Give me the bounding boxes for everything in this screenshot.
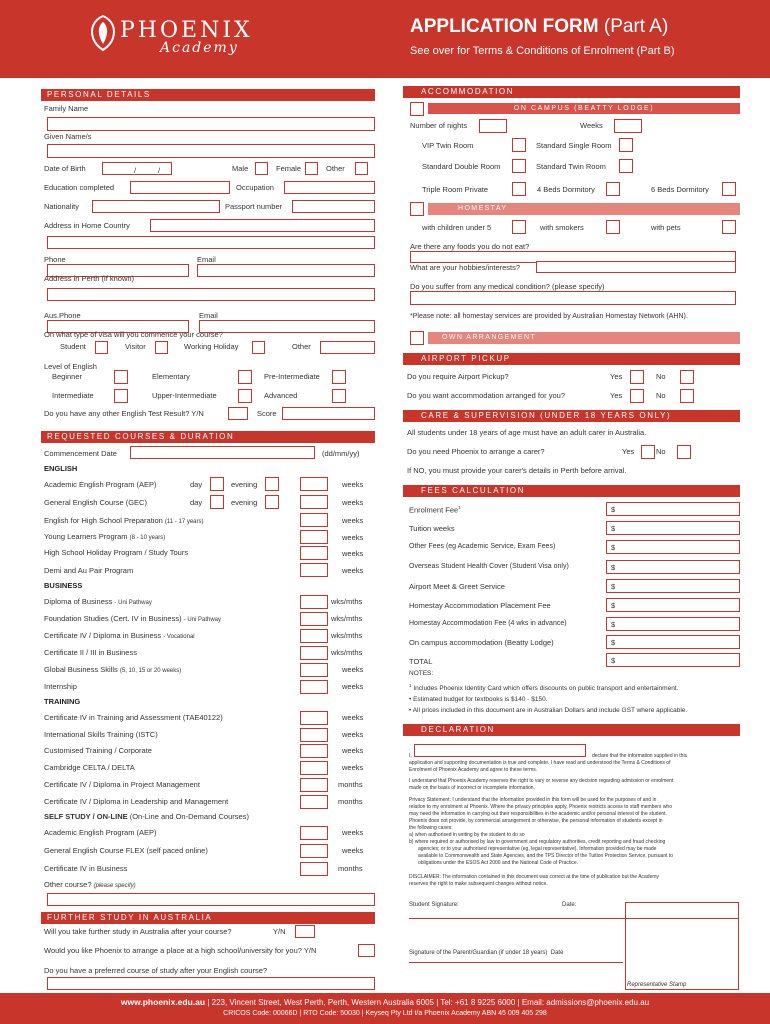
address-home-input[interactable] [150, 219, 375, 232]
further-q1-input[interactable] [295, 925, 315, 938]
airport-q1-yes-checkbox[interactable] [630, 370, 644, 384]
fees-footnote-mark: 1 [458, 505, 461, 510]
weeks-label: weeks [342, 533, 364, 542]
declaration-p3b: relation to my enrolment at Phoenix. Where the privacy principles apply, Phoenix restricts access to staff members who [409, 804, 672, 810]
further-q1: Will you take further study in Australia after your course? [44, 927, 232, 936]
other-course-label: Other course? (please specify) [44, 880, 136, 889]
dob-label: Date of Birth [44, 164, 86, 173]
header-banner [0, 0, 770, 78]
further-study-heading: FURTHER STUDY IN AUSTRALIA [41, 912, 375, 924]
aep-evening-checkbox[interactable] [265, 477, 279, 491]
weeks-label: weeks [342, 713, 364, 722]
student-date-label: Date: [562, 902, 577, 908]
lm-input[interactable] [300, 795, 328, 809]
personal-details-heading: PERSONAL DETAILS [41, 89, 375, 101]
footer-line1: www.phoenix.edu.au | 223, Vincent Street, West Perth, Perth, Western Australia 6005 | Tel: +61 8 9225 6000 | Email: admissions@phoenix.edu.au [120, 997, 650, 1007]
fees-row-input[interactable] [606, 540, 740, 554]
std-single-checkbox[interactable] [619, 138, 633, 152]
cert23-input[interactable] [300, 646, 328, 660]
fees-row-dollar: $ [611, 505, 616, 514]
gec-flex-label: General English Course FLEX (self paced online) [44, 846, 208, 855]
airport-q1-yes: Yes [610, 372, 623, 381]
male-label: Male [232, 164, 249, 173]
wks-mths-label: wks/mths [331, 631, 363, 640]
weeks-label: weeks [342, 498, 364, 507]
fees-row-dollar: $ [611, 638, 616, 647]
care-line2: If NO, you must provide your carer's details in Perth before arrival. [407, 466, 627, 475]
hobbies-label: What are your hobbies/interests? [410, 263, 521, 272]
triple-label: Triple Room Private [422, 185, 488, 194]
homestay-checkbox[interactable] [410, 202, 424, 216]
tae-label: Certificate IV in Training and Assessment (TAE40122) [44, 713, 223, 722]
fees-row-dollar: $ [611, 620, 616, 629]
std-double-label: Standard Double Room [422, 162, 501, 171]
smokers-label: with smokers [540, 223, 584, 232]
form-subtitle: See over for Terms & Conditions of Enrolment (Part B) [410, 45, 675, 57]
declaration-p1b: application and supporting documentation is true and complete. I have read and understood the Terms & Conditions of [409, 760, 671, 766]
airport-q2-yes: Yes [610, 391, 623, 400]
weeks-label: weeks [342, 730, 364, 739]
declaration-p3e: the following cases: [409, 825, 453, 831]
passport-input[interactable] [292, 200, 375, 213]
gbs-label: Global Business Skills (5, 10, 15 or 20 weeks) [44, 665, 182, 674]
dip-bus-label: Diploma of Business - Uni Pathway [44, 597, 152, 606]
nights-input[interactable] [479, 119, 507, 133]
gec-weeks-input[interactable] [300, 495, 328, 509]
aep-day-checkbox[interactable] [210, 477, 224, 491]
phoenix-logo-icon [86, 14, 120, 52]
fees-note3: • All prices included in this document are in Australian Dollars and include GST where applicable. [409, 707, 688, 714]
hshp-weeks-input[interactable] [300, 546, 328, 560]
male-checkbox[interactable] [255, 162, 268, 175]
four-dorm-checkbox[interactable] [606, 182, 620, 196]
brand-sub: Academy [160, 40, 239, 56]
email-input[interactable] [197, 264, 375, 277]
advanced-checkbox[interactable] [332, 389, 346, 403]
accommodation-heading: ACCOMMODATION [403, 86, 740, 98]
gec-flex-input[interactable] [300, 844, 328, 858]
guardian-signature-line[interactable] [409, 962, 623, 963]
celta-label: Cambridge CELTA / DELTA [44, 763, 135, 772]
day-label: day [190, 480, 203, 489]
declaration-p3j: obligations under the ESOS Act 2000 and the National Code of Practice. [418, 860, 579, 866]
fees-note1: $^1$ Includes Phoenix Identity Card which offers discounts on public transport and entertainment. [409, 683, 679, 693]
education-label: Education completed [44, 183, 115, 192]
weeks-label: weeks [342, 682, 364, 691]
guardian-signature-label: Signature of the Parent/Guardian (if under 18 years) Date [409, 950, 564, 956]
fees-row-input[interactable] [606, 521, 740, 535]
vip-twin-label: VIP Twin Room [422, 141, 474, 150]
declaration-p2a: I understand that Phoenix Academy reserves the right to vary or reverse any decision regarding admission or enrolment [409, 778, 674, 784]
lm-label: Certificate IV / Diploma in Leadership and Management [44, 797, 229, 806]
cert23-label: Certificate II / III in Business [44, 648, 137, 657]
business-heading: BUSINESS [44, 581, 83, 590]
children-label: with children under 5 [422, 223, 492, 232]
std-twin-checkbox[interactable] [619, 159, 633, 173]
fees-row-label: Enrolment Fee$^1$ [409, 505, 461, 515]
further-q2-input[interactable] [358, 944, 375, 957]
aep-label: Academic English Program (AEP) [44, 480, 157, 489]
wks-mths-label: wks/mths [331, 648, 363, 657]
occupation-input[interactable] [284, 181, 375, 194]
address-perth-label: Address in Perth (if known) [44, 274, 135, 283]
weeks-label: weeks [342, 566, 364, 575]
commencement-label: Commencement Date [44, 449, 117, 458]
fees-row-input[interactable] [606, 617, 740, 631]
intermediate-label: Intermediate [52, 391, 94, 400]
evening-label: evening [231, 498, 258, 507]
gbs-input[interactable] [300, 663, 328, 677]
declaration-p3a: Privacy Statement: I understand that the information provided in this form will be used for the purposes of and in [409, 797, 657, 803]
fees-heading: FEES CALCULATION [403, 485, 740, 497]
on-campus-heading: ON CAMPUS (BEATTY LODGE) [428, 103, 740, 114]
fees-row-dollar: $ [611, 601, 616, 610]
visa-student-label: Student [60, 342, 86, 351]
weeks-label: weeks [342, 480, 364, 489]
date-format-label: (dd/mm/yy) [322, 449, 360, 458]
nights-label: Number of nights [410, 121, 468, 130]
other-gender-label: Other [326, 164, 345, 173]
other-gender-checkbox[interactable] [355, 162, 368, 175]
form-title: APPLICATION FORM (Part A) [410, 16, 669, 37]
passport-label: Passport number [225, 202, 283, 211]
ylp-label: Young Learners Program (8 - 10 years) [44, 532, 166, 541]
pets-checkbox[interactable] [722, 220, 736, 234]
cert4-dip-input[interactable] [300, 629, 328, 643]
email-label: Email [197, 255, 216, 264]
self-study-heading: SELF STUDY / ON-LINE (On-Line and On-Demand Courses) [44, 812, 249, 821]
student-signature-label: Student Signature: [409, 902, 459, 908]
education-input[interactable] [130, 181, 230, 194]
fees-total-dollar: $ [611, 656, 616, 665]
family-name-label: Family Name [44, 104, 89, 113]
score-input[interactable] [282, 407, 375, 420]
weeks-label: weeks [342, 549, 364, 558]
email2-label: Email [199, 311, 218, 320]
female-label: Female [276, 164, 302, 173]
dob-input[interactable] [102, 162, 172, 175]
own-arrangement-heading: OWN ARRANGEMENT [428, 332, 740, 344]
intermediate-checkbox[interactable] [114, 389, 128, 403]
months-label: months [338, 864, 363, 873]
fees-row-input[interactable] [606, 502, 740, 516]
months-label: months [338, 780, 363, 789]
visa-wh-label: Working Holiday [184, 342, 239, 351]
months-label: months [338, 797, 363, 806]
declaration-p1c: Enrolment of Phoenix Academy and agree to these terms. [409, 767, 538, 773]
weeks-label: weeks [342, 516, 364, 525]
other-test-label: Do you have any other English Test Result? Y/N [44, 409, 204, 418]
upper-intermediate-label: Upper-Intermediate [152, 391, 217, 400]
istc-input[interactable] [300, 728, 328, 742]
own-arrangement-checkbox[interactable] [410, 331, 424, 345]
visa-visitor-label: Visitor [125, 342, 146, 351]
address-perth-input[interactable] [47, 288, 375, 301]
declaration-name-input[interactable] [414, 744, 586, 757]
weeks-label: weeks [342, 846, 364, 855]
pets-label: with pets [651, 223, 681, 232]
internship-input[interactable] [300, 680, 328, 694]
family-name-input[interactable] [47, 117, 375, 131]
airport-q2-no: No [656, 391, 666, 400]
occupation-label: Occupation [236, 183, 274, 192]
care-no: No [656, 447, 666, 456]
fees-total-label: TOTAL [409, 657, 433, 666]
internship-label: Internship [44, 682, 77, 691]
hsp-label: English for High School Preparation (11 - 17 years) [44, 516, 204, 525]
visa-other-label: Other [292, 342, 311, 351]
foundation-label: Foundation Studies (Cert. IV in Business) - Uni Pathway [44, 614, 222, 623]
foundation-input[interactable] [300, 612, 328, 626]
upper-intermediate-checkbox[interactable] [238, 389, 252, 403]
gec-label: General English Course (GEC) [44, 498, 147, 507]
dip-bus-input[interactable] [300, 595, 328, 609]
pm-input[interactable] [300, 778, 328, 792]
declaration-p3i: available to Commonwealth and State Agencies, and the TPS Director of the Tuition Protection Service, pursuant to [418, 853, 674, 859]
declaration-p4b: reserves the right to make subsequent changes without notice. [409, 881, 548, 887]
aep-weeks-input[interactable] [300, 477, 328, 491]
airport-heading: AIRPORT PICKUP [403, 353, 740, 365]
declaration-p3c: may need the information in carrying out their responsibilities in the academic and/or personal interest of the student. [409, 811, 667, 817]
demi-label: Demi and Au Pair Program [44, 566, 134, 575]
fees-row-label: Homestay Accommodation Placement Fee [409, 601, 551, 610]
six-dorm-checkbox[interactable] [722, 182, 736, 196]
email2-input[interactable] [199, 320, 375, 333]
care-yes-checkbox[interactable] [641, 445, 655, 459]
fees-row-label: On campus accommodation (Beatty Lodge) [409, 638, 554, 647]
weeks-label: weeks [342, 665, 364, 674]
cert4-bus-label: Certificate IV in Business [44, 864, 128, 873]
std-single-label: Standard Single Room [536, 141, 612, 150]
commencement-input[interactable] [130, 446, 315, 459]
fees-notes-label: NOTES: [409, 670, 434, 677]
visa-student-checkbox[interactable] [95, 341, 108, 354]
hobbies-input[interactable] [536, 261, 736, 273]
airport-q2: Do you want accommodation arranged for you? [407, 391, 566, 400]
footer [0, 993, 770, 1024]
six-dorm-label: 6 Beds Dormitory [651, 185, 709, 194]
hsp-weeks-input[interactable] [300, 513, 328, 527]
fees-row-label: Other Fees (eg Academic Service, Exam Fees) [409, 543, 556, 550]
fees-row-dollar: $ [611, 524, 616, 533]
tae-input[interactable] [300, 711, 328, 725]
ylp-weeks-input[interactable] [300, 530, 328, 544]
day-label: day [190, 498, 203, 507]
beginner-checkbox[interactable] [114, 370, 128, 384]
footer-line2: CRICOS Code: 00066D | RTO Code: 50030 | Keyseq Pty Ltd t/a Phoenix Academy ABN 45 009 405 298 [223, 1010, 547, 1017]
declaration-heading: DECLARATION [403, 724, 740, 736]
wks-mths-label: wks/mths [331, 597, 363, 606]
pm-label: Certificate IV / Diploma in Project Management [44, 780, 200, 789]
cert4-dip-label: Certificate IV / Diploma in Business - Vocational [44, 631, 195, 640]
ahn-note: *Please note: all homestay services are provided by Australian Homestay Network (AHN). [410, 313, 688, 320]
care-yes: Yes [622, 447, 635, 456]
fees-row-dollar: $ [611, 543, 616, 552]
declaration-p3d: Phoenix does not provide, by commercial arrangement or otherwise, the personal information of students except in [409, 818, 663, 824]
airport-q1: Do you require Airport Pickup? [407, 372, 509, 381]
smokers-checkbox[interactable] [606, 220, 620, 234]
nationality-input[interactable] [92, 200, 220, 213]
advanced-label: Advanced [264, 391, 298, 400]
care-question: Do you need Phoenix to arrange a carer? [407, 447, 545, 456]
weeks-label: weeks [342, 763, 364, 772]
weeks-input[interactable] [614, 119, 642, 133]
declaration-p3g: b) where required or authorised by law to government and regulatory authorities, credit reporting and fraud checking [409, 839, 666, 845]
further-q2: Would you like Phoenix to arrange a place at a high school/university for you? Y/N [44, 946, 317, 955]
airport-q2-no-checkbox[interactable] [680, 389, 694, 403]
aep-online-input[interactable] [300, 826, 328, 840]
wks-mths-label: wks/mths [331, 614, 363, 623]
airport-q1-no: No [656, 372, 666, 381]
fees-row-dollar: $ [611, 563, 616, 572]
declaration-p3f: a) when authorised in writing by the student to do so [409, 832, 525, 838]
fees-row-input[interactable] [606, 560, 740, 574]
std-twin-label: Standard Twin Room [536, 162, 606, 171]
celta-input[interactable] [300, 761, 328, 775]
visa-question: On what type of visa will you commence your course? [44, 330, 223, 339]
customised-label: Customised Training / Corporate [44, 746, 152, 755]
weeks-label: weeks [342, 828, 364, 837]
istc-label: International Skills Training (ISTC) [44, 730, 158, 739]
fees-row-input[interactable] [606, 598, 740, 612]
visa-visitor-checkbox[interactable] [155, 341, 168, 354]
triple-checkbox[interactable] [512, 182, 526, 196]
weeks-label: Weeks [580, 121, 603, 130]
children-checkbox[interactable] [512, 220, 526, 234]
courses-heading: REQUESTED COURSES & DURATION [41, 431, 375, 443]
customised-input[interactable] [300, 744, 328, 758]
gec-evening-checkbox[interactable] [265, 495, 279, 509]
declaration-p3h: agencies; or to your authorised representative (eg, legal representative). Information provided may be made [418, 846, 657, 852]
declaration-p1a: declare that the information supplied in this [592, 753, 688, 759]
medical-input[interactable] [410, 291, 736, 305]
score-label: Score [257, 409, 277, 418]
aep-online-label: Academic English Program (AEP) [44, 828, 157, 837]
phone-label: Phone [44, 255, 66, 264]
elementary-checkbox[interactable] [238, 370, 252, 384]
given-names-input[interactable] [47, 144, 375, 158]
english-heading: ENGLISH [44, 464, 78, 473]
demi-weeks-input[interactable] [300, 563, 328, 577]
care-heading: CARE & SUPERVISION (UNDER 18 YEARS ONLY) [403, 410, 740, 422]
vip-twin-checkbox[interactable] [512, 138, 526, 152]
four-dorm-label: 4 Beds Dormitory [537, 185, 595, 194]
declaration-p2b: made on the basis of incorrect or incomplete information. [409, 785, 535, 791]
medical-label: Do you suffer from any medical condition? (please specify) [410, 282, 605, 291]
aus-phone-label: Aus.Phone [44, 311, 81, 320]
airport-q1-no-checkbox[interactable] [680, 370, 694, 384]
further-q1-yn: Y/N [273, 927, 286, 936]
care-line1: All students under 18 years of age must have an adult carer in Australia. [407, 428, 647, 437]
representative-stamp-label: Representative Stamp [627, 982, 687, 988]
care-no-checkbox[interactable] [677, 445, 691, 459]
fees-row-input[interactable] [606, 579, 740, 593]
representative-stamp-box[interactable] [625, 902, 739, 990]
pre-intermediate-checkbox[interactable] [332, 370, 346, 384]
foods-label: Are there any foods you do not eat? [410, 242, 530, 251]
declaration-i: I, [409, 753, 412, 759]
airport-q2-yes-checkbox[interactable] [630, 389, 644, 403]
brand-name: PHOENIX [120, 18, 253, 43]
visa-wh-checkbox[interactable] [252, 341, 265, 354]
visa-other-input[interactable] [320, 341, 375, 354]
other-test-input[interactable] [228, 407, 248, 420]
fees-row-input[interactable] [606, 635, 740, 649]
fees-row-dollar: $ [611, 582, 616, 591]
address-home-input-2[interactable] [47, 236, 375, 249]
training-heading: TRAINING [44, 697, 81, 706]
fees-note2: • Estimated budget for textbooks is $140 - $150. [409, 696, 548, 703]
fees-row-label: Tuition weeks [409, 524, 455, 533]
declaration-p4a: DISCLAIMER: The information contained in this document was correct at the time of publication but the Academy [409, 874, 660, 880]
given-names-label: Given Name/s [44, 132, 92, 141]
fees-row-label: Airport Meet & Greet Service [409, 582, 505, 591]
homestay-heading: HOMESTAY [428, 203, 740, 215]
female-checkbox[interactable] [305, 162, 318, 175]
further-q3: Do you have a preferred course of study after your English course? [44, 966, 268, 975]
hshp-label: High School Holiday Program / Study Tours [44, 548, 189, 557]
further-q3-input[interactable] [47, 977, 375, 990]
dob-slash: / [134, 166, 137, 175]
footer-website-link[interactable]: www.phoenix.edu.au [120, 997, 206, 1007]
address-home-label: Address in Home Country [44, 221, 130, 230]
beginner-label: Beginner [52, 372, 83, 381]
fees-row-label: Overseas Student Health Cover (Student Visa only) [409, 563, 569, 570]
weeks-label: weeks [342, 746, 364, 755]
pre-intermediate-label: Pre-Intermediate [264, 372, 320, 381]
nationality-label: Nationality [44, 202, 80, 211]
elementary-label: Elementary [152, 372, 190, 381]
on-campus-checkbox[interactable] [410, 102, 424, 116]
std-double-checkbox[interactable] [512, 159, 526, 173]
cert4-bus-input[interactable] [300, 862, 328, 876]
fees-total-input[interactable] [606, 653, 740, 667]
other-course-input[interactable] [47, 893, 375, 906]
level-english-label: Level of English [44, 362, 97, 371]
evening-label: evening [231, 480, 258, 489]
dob-slash: / [158, 166, 161, 175]
fees-row-label: Homestay Accommodation Fee (4 wks in advance) [409, 620, 567, 627]
gec-day-checkbox[interactable] [210, 495, 224, 509]
